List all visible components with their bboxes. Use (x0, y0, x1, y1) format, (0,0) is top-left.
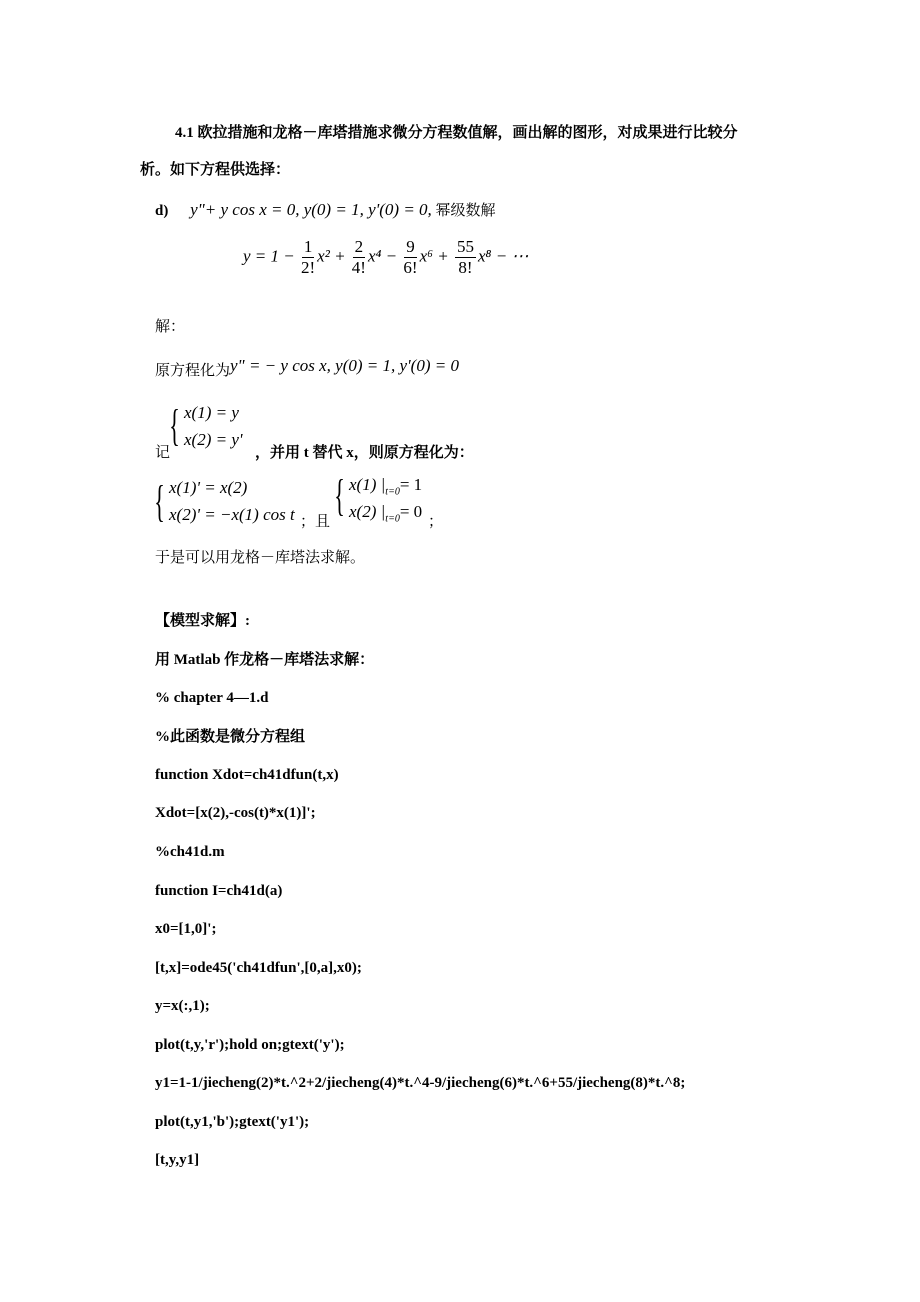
series-term: x² + (317, 246, 346, 266)
let-row: x(2) = y' (184, 430, 243, 449)
transform-equation: y" = − y cos x, y(0) = 1, y'(0) = 0 (230, 356, 459, 375)
semicolon: ； (428, 514, 444, 530)
code-line: plot(t,y,'r');hold on;gtext('y'); (155, 1037, 345, 1053)
transform-prefix: 原方程化为 (155, 363, 231, 379)
fraction: $\frac{55}{8!}$ (457, 237, 475, 277)
fraction: $\frac{9}{6!}$ (403, 237, 418, 277)
code-line: x0=[1,0]'; (155, 921, 217, 937)
series-lhs: y = 1 − (243, 246, 295, 266)
let-suffix: ，并用 t 替代 x，则原方程化为： (255, 445, 474, 461)
initial-conditions: { x(1) $|_{t=0}= 1$ x(2) $|_{t=0}= 0$ (334, 471, 423, 525)
conclusion: 于是可以用龙格－库塔法求解。 (155, 550, 366, 566)
power-series (243, 237, 528, 278)
init-row: x(1) $|_{t=0}= 1$ (349, 475, 423, 498)
fraction: $\frac{1}{2!}$ (301, 237, 316, 277)
series-term: x⁸ − ⋯ (478, 246, 529, 266)
ode: y"+ y cos x = 0, y(0) = 1, y'(0) = 0, (190, 200, 432, 219)
series-term: x⁴ − (367, 246, 398, 266)
code-line: y1=1-1/jiecheng(2)*t.^2+2/jiecheng(4)*t.^4-9/jiecheng(6)*t.^6+55/jiecheng(8)*t.^8; (155, 1075, 686, 1091)
and-text: ；且 (300, 514, 331, 530)
fraction: $\frac{2}{4!}$ (351, 237, 366, 277)
ode-system: { x(1)' = x(2) x(2)' = −x(1) cos t (154, 477, 295, 526)
code-line: y=x(:,1); (155, 998, 210, 1014)
let-row: x(1) = y (184, 403, 239, 422)
code-line: % chapter 4—1.d (155, 690, 269, 706)
transform-line (155, 356, 459, 381)
code-line: function Xdot=ch41dfun(t,x) (155, 767, 339, 783)
problem-title-line2: 析。如下方程供选择： (140, 162, 291, 178)
let-system: { x(1) = y x(2) = y' (169, 401, 243, 450)
model-intro: 用 Matlab 作龙格－库塔法求解： (155, 652, 375, 668)
code-line: function I=ch41d(a) (155, 883, 283, 899)
solution-label: 解： (155, 319, 186, 335)
system-row: x(1)' = x(2) (169, 478, 248, 497)
equation-suffix: 幂级数解 (435, 203, 496, 219)
code-line: %此函数是微分方程组 (155, 729, 306, 745)
code-line: plot(t,y1,'b');gtext('y1'); (155, 1114, 310, 1130)
problem-equation (155, 200, 496, 221)
series-term: x⁶ + (419, 246, 449, 266)
code-line: Xdot=[x(2),-cos(t)*x(1)]'; (155, 805, 316, 821)
code-line: [t,y,y1] (155, 1152, 200, 1168)
item-label: d) (155, 203, 169, 219)
model-heading: 【模型求解】: (155, 613, 250, 629)
code-line: %ch41d.m (155, 844, 225, 860)
let-prefix: 记 (155, 445, 171, 461)
system-row: x(2)' = −x(1) cos t (169, 505, 295, 524)
code-line: [t,x]=ode45('ch41dfun',[0,a],x0); (155, 960, 362, 976)
init-row: x(2) $|_{t=0}= 0$ (349, 502, 423, 525)
problem-title-line1: 4.1 欧拉措施和龙格－库塔措施求微分方程数值解，画出解的图形，对成果进行比较分 (175, 125, 738, 141)
